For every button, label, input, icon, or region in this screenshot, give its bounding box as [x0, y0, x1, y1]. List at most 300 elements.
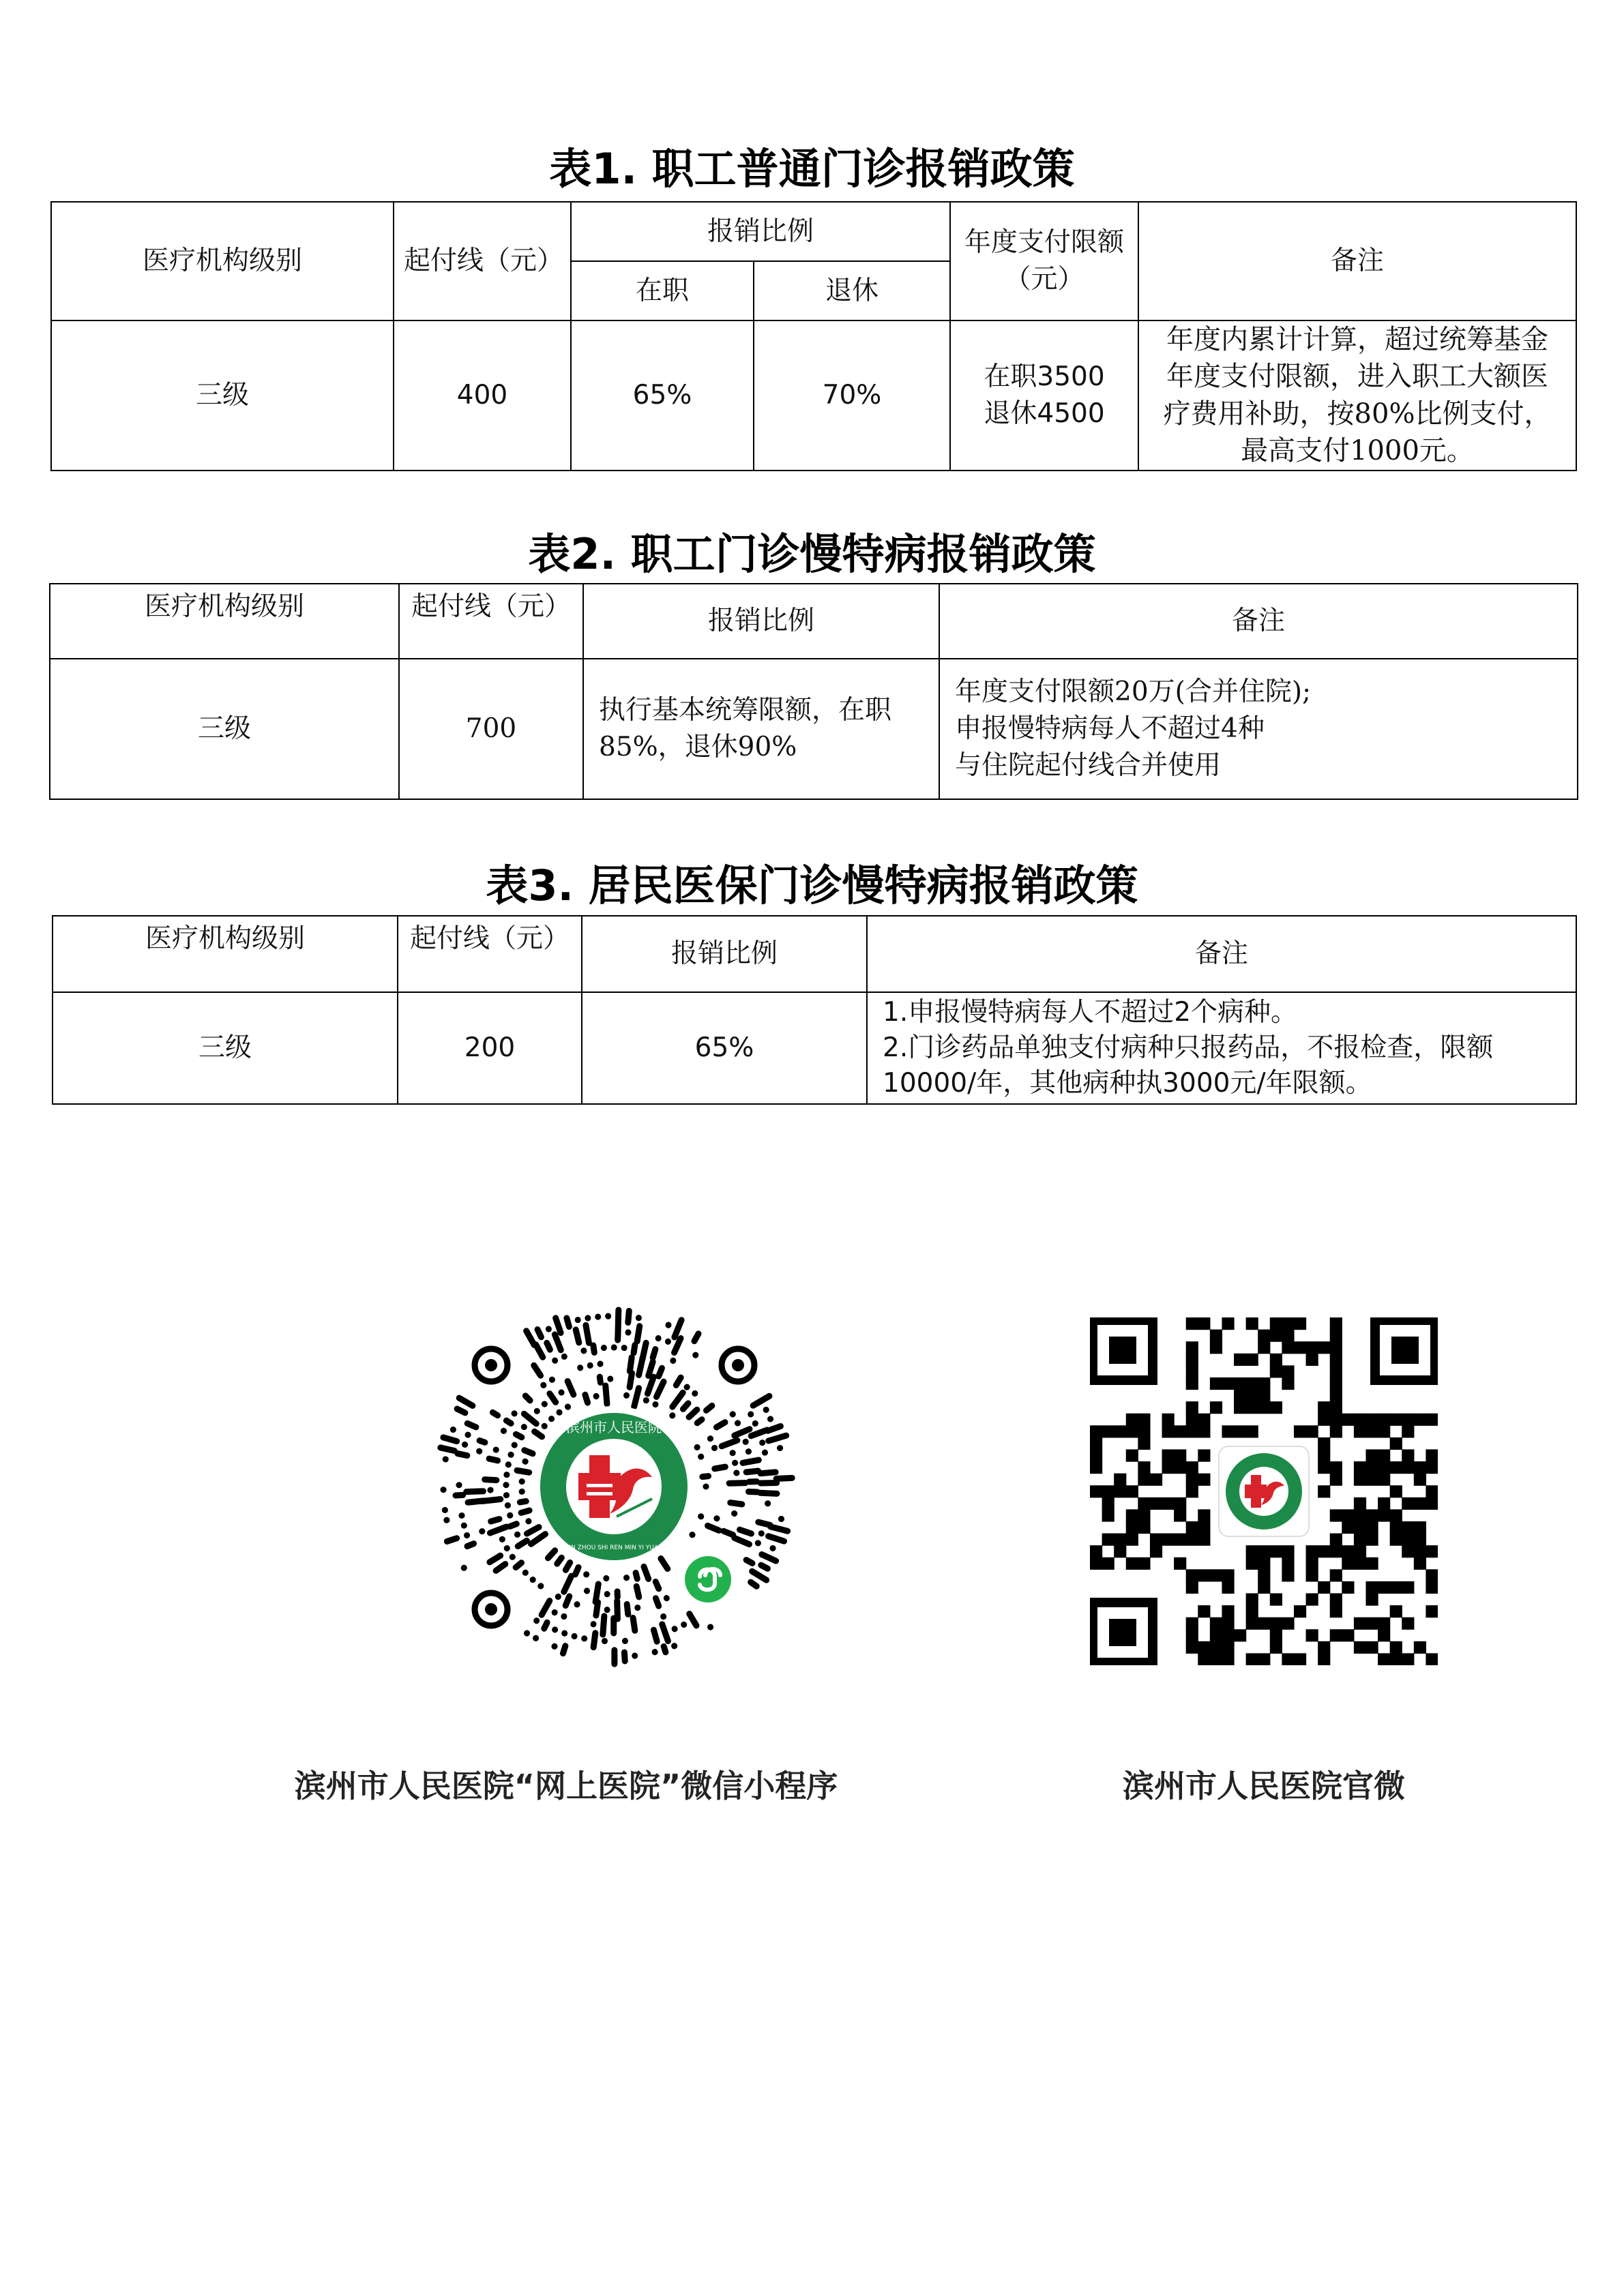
miniprogram-code-dot: [555, 1335, 561, 1350]
qr-module: [1246, 1653, 1258, 1665]
qr-module: [1186, 1341, 1198, 1354]
qr-module: [1330, 1569, 1342, 1581]
miniprogram-code-dot: [596, 1602, 598, 1616]
qr-module: [1138, 1521, 1150, 1534]
qr-module: [1414, 1557, 1426, 1570]
miniprogram-code-dot: [457, 1409, 465, 1413]
table2-header-level: 医疗机构级别: [50, 584, 399, 659]
qr-module: [1426, 1449, 1438, 1461]
table2: [49, 583, 1578, 800]
miniprogram-code-dot: [769, 1536, 784, 1541]
qr-module: [1186, 1354, 1198, 1366]
qr-module: [1426, 1485, 1438, 1497]
table3-note-line: 10000/年，其他病种执3000元/年限额。: [883, 1068, 1372, 1099]
qr-module: [1294, 1605, 1306, 1617]
miniprogram-code-dot: [564, 1576, 572, 1592]
qr-module: [1378, 1414, 1390, 1426]
table1-header-employed: 在职: [571, 261, 754, 320]
qr-module: [1138, 1474, 1150, 1486]
qr-module: [1234, 1377, 1246, 1390]
qr-module: [1186, 1401, 1198, 1414]
qr-module: [1246, 1317, 1258, 1330]
qr-module: [1246, 1377, 1258, 1390]
qr-module: [1318, 1401, 1330, 1414]
qr-module: [1354, 1521, 1366, 1534]
qr-module: [1330, 1390, 1342, 1402]
table3-header-note: 备注: [867, 916, 1576, 992]
miniprogram-code-dot: [490, 1555, 501, 1562]
qr-module: [1306, 1545, 1318, 1557]
miniprogram-code-dot: [761, 1472, 776, 1474]
qr-module: [1150, 1534, 1162, 1546]
qr-module: [1282, 1545, 1294, 1557]
qr-module: [1402, 1545, 1414, 1557]
qr-module: [1114, 1425, 1126, 1437]
miniprogram-code-dot: [649, 1362, 653, 1376]
qr-module: [1306, 1425, 1318, 1437]
qr-module: [1402, 1521, 1414, 1534]
qr-module: [1210, 1641, 1222, 1654]
miniprogram-code-dot: [743, 1460, 758, 1463]
table2-cell-deductible: 700: [399, 659, 583, 799]
miniprogram-code-dot: [518, 1540, 527, 1546]
qr-module: [1414, 1474, 1426, 1486]
miniprogram-code-dot: [527, 1331, 535, 1345]
qr-module: [1330, 1605, 1342, 1617]
qr-module: [1174, 1534, 1186, 1546]
table3: [52, 915, 1577, 1105]
miniprogram-code-dot: [628, 1311, 629, 1322]
qr-module: [1330, 1377, 1342, 1390]
qr-module: [1390, 1437, 1402, 1450]
qr-module: [1198, 1449, 1210, 1461]
table1-limit-retired: 退休4500: [984, 398, 1105, 429]
miniprogram-code-dot: [655, 1598, 658, 1606]
qr-module: [1330, 1341, 1342, 1354]
miniprogram-code-dot: [746, 1471, 758, 1472]
qr-module: [1365, 1461, 1378, 1474]
qr-module: [1378, 1461, 1390, 1474]
qr-module: [1258, 1653, 1270, 1665]
miniprogram-code-dot: [746, 1560, 752, 1564]
qr-module: [1246, 1354, 1258, 1366]
qr-module: [1174, 1557, 1186, 1570]
miniprogram-code-dot: [634, 1388, 639, 1407]
qr-module: [1378, 1629, 1390, 1641]
miniprogram-code-dot: [491, 1519, 499, 1522]
miniprogram-code-dot: [761, 1565, 768, 1568]
qr-module: [1378, 1425, 1390, 1437]
qr-module: [1294, 1317, 1306, 1330]
qr-module: [1270, 1365, 1282, 1377]
qr-module: [1318, 1461, 1330, 1474]
qr-module: [1210, 1653, 1222, 1665]
qr-module: [1090, 1557, 1102, 1570]
table2-header-note: 备注: [939, 584, 1578, 659]
qr-module: [1126, 1485, 1138, 1497]
qr-module: [1126, 1557, 1138, 1570]
table1-cell-deductible: 400: [394, 320, 571, 471]
miniprogram-code-dot: [735, 1538, 750, 1544]
miniprogram-code-dot: [673, 1392, 683, 1407]
qr-module: [1246, 1545, 1258, 1557]
miniprogram-code-dot: [689, 1410, 697, 1417]
qr-module: [1246, 1425, 1258, 1437]
qr-module: [1198, 1509, 1210, 1521]
miniprogram-code-dot: [636, 1573, 637, 1579]
miniprogram-code-dot: [524, 1414, 536, 1423]
table1-cell-limit: [950, 320, 1138, 471]
miniprogram-code-dot: [531, 1534, 546, 1545]
qr-module: [1138, 1414, 1150, 1426]
qr-module: [1365, 1557, 1378, 1570]
qr-module: [1186, 1641, 1198, 1654]
qr-module: [1318, 1485, 1330, 1497]
qr-module: [1378, 1474, 1390, 1486]
qr-module: [1330, 1317, 1342, 1330]
qr-module: [1210, 1629, 1222, 1641]
miniprogram-code-dot: [627, 1604, 628, 1614]
qr-module: [1090, 1485, 1102, 1497]
qr-module: [1330, 1414, 1342, 1426]
miniprogram-code-dot: [458, 1454, 467, 1456]
miniprogram-code-dot: [516, 1563, 521, 1568]
miniprogram-code-dot: [735, 1429, 750, 1435]
qr-module: [1162, 1534, 1175, 1546]
miniprogram-code-dot: [441, 1448, 454, 1451]
qr-module: [1198, 1521, 1210, 1534]
miniprogram-code-dot: [575, 1567, 578, 1574]
qr-module: [1162, 1461, 1175, 1474]
qr-module: [1282, 1377, 1294, 1390]
qr-module: [1270, 1330, 1282, 1342]
miniprogram-code-dot: [547, 1343, 550, 1350]
miniprogram-code-dot: [675, 1320, 681, 1337]
table3-title: 表3. 居民医保门诊慢特病报销政策: [486, 861, 1138, 910]
qr-module: [1414, 1521, 1426, 1534]
qr-module: [1330, 1330, 1342, 1342]
qr-module: [1270, 1617, 1282, 1630]
qr-module: [1198, 1414, 1210, 1426]
table1-title: 表1. 职工普通门诊报销政策: [549, 144, 1075, 194]
qr-module: [1270, 1629, 1282, 1641]
qr-module: [1258, 1330, 1270, 1342]
miniprogram-code-dot: [634, 1345, 635, 1353]
qr-module: [1414, 1641, 1426, 1654]
miniprogram-code-dot: [624, 1652, 625, 1661]
miniprogram-code-dot: [479, 1441, 485, 1443]
miniprogram-code-dot: [490, 1527, 506, 1533]
qr-module: [1390, 1414, 1402, 1426]
table1-note-line: 疗费用补助，按80%比例支付，: [1163, 398, 1552, 430]
miniprogram-code-dot: [527, 1527, 539, 1534]
qr-module: [1330, 1509, 1342, 1521]
qr-module: [1426, 1581, 1438, 1594]
table1-header-level: 医疗机构级别: [51, 202, 394, 320]
qr-module: [1306, 1569, 1318, 1581]
miniprogram-code-dot: [647, 1377, 653, 1394]
table2-cell-level: 三级: [50, 659, 399, 799]
qr-module: [1390, 1605, 1402, 1617]
table3-note-line: 2.门诊药品单独支付病种只报药品，不报检查，限额: [883, 1032, 1494, 1063]
miniprogram-code-dot: [617, 1601, 618, 1619]
qr-module: [1258, 1377, 1270, 1390]
table1-cell-note: [1138, 320, 1576, 471]
miniprogram-code-dot: [606, 1386, 607, 1404]
qr-module: [1258, 1390, 1270, 1402]
qr-module: [1126, 1425, 1138, 1437]
qr-module: [1210, 1341, 1222, 1354]
miniprogram-code-dot: [534, 1365, 541, 1375]
miniprogram-code-dot: [535, 1431, 542, 1437]
qr-module: [1234, 1354, 1246, 1366]
qr-module: [1198, 1605, 1210, 1617]
qr-module: [1270, 1317, 1282, 1330]
qr-module: [1402, 1534, 1414, 1546]
miniprogram-code-dot: [468, 1501, 483, 1502]
qr-module: [1426, 1545, 1438, 1557]
qr-module: [1222, 1641, 1234, 1654]
table2-header-ratio: 报销比例: [583, 584, 939, 659]
qr-module: [1198, 1317, 1210, 1330]
qr-module: [1126, 1414, 1138, 1426]
qr-module: [1330, 1629, 1342, 1641]
miniprogram-caption: 滨州市人民医院“网上医院”微信小程序: [294, 1768, 838, 1804]
qr-module: [1330, 1545, 1342, 1557]
miniprogram-code-dot: [653, 1630, 657, 1641]
qr-module: [1354, 1461, 1366, 1474]
qr-module: [1390, 1509, 1402, 1521]
qr-module: [1365, 1425, 1378, 1437]
qr-module: [1365, 1509, 1378, 1521]
qr-module: [1282, 1317, 1294, 1330]
qr-module: [1306, 1341, 1318, 1354]
miniprogram-code-dot: [520, 1501, 526, 1502]
miniprogram-code-dot: [758, 1522, 770, 1525]
qr-module: [1114, 1474, 1126, 1486]
qr-module: [1222, 1605, 1234, 1617]
table2-note-line: 申报慢特病每人不超过4种: [955, 713, 1265, 745]
qr-module: [1174, 1449, 1186, 1461]
qr-module: [1354, 1617, 1366, 1630]
qr-module: [1342, 1509, 1354, 1521]
qr-module: [1365, 1593, 1378, 1605]
table2-cell-ratio: [583, 659, 939, 799]
qr-module: [1222, 1617, 1234, 1630]
qr-module: [1365, 1581, 1378, 1594]
table3-cell-note: [867, 992, 1576, 1104]
qr-module: [1426, 1414, 1438, 1426]
qr-module: [1365, 1449, 1378, 1461]
qr-module: [1210, 1330, 1222, 1342]
qr-module: [1246, 1401, 1258, 1414]
qr-module: [1150, 1545, 1162, 1557]
miniprogram-finder-eye: [475, 1593, 507, 1626]
qr-module: [1258, 1617, 1270, 1630]
qr-module: [1222, 1581, 1234, 1594]
miniprogram-code-dot: [659, 1368, 662, 1376]
table1-header-retired: 退休: [754, 261, 950, 320]
qr-module: [1174, 1509, 1186, 1521]
qr-module: [1114, 1485, 1126, 1497]
qr-module: [1198, 1534, 1210, 1546]
miniprogram-code-dot: [467, 1544, 474, 1547]
qr-module: [1210, 1401, 1222, 1414]
miniprogram-code-dot: [567, 1381, 574, 1395]
qr-module: [1150, 1497, 1162, 1510]
table2-header-deductible: 起付线（元）: [399, 584, 583, 659]
qr-module: [1270, 1641, 1282, 1654]
miniprogram-code-dot: [753, 1396, 769, 1405]
miniprogram-code-dot: [443, 1437, 457, 1442]
table3-cell-ratio: 65%: [582, 992, 867, 1104]
qr-module: [1330, 1365, 1342, 1377]
qr-module: [1186, 1425, 1198, 1437]
qr-module: [1198, 1641, 1210, 1654]
qr-module: [1282, 1341, 1294, 1354]
qr-module: [1246, 1390, 1258, 1402]
qr-module: [1186, 1629, 1198, 1641]
qr-module: [1402, 1461, 1414, 1474]
table1-header-note: 备注: [1138, 202, 1576, 320]
miniprogram-code-dot: [630, 1357, 632, 1371]
qr-module: [1354, 1641, 1366, 1654]
miniprogram-code-dot: [676, 1377, 681, 1385]
qr-module: [1426, 1569, 1438, 1581]
miniprogram-code-dot: [618, 1324, 619, 1340]
qr-module: [1390, 1461, 1402, 1474]
qr-module: [1330, 1354, 1342, 1366]
miniprogram-code-dot: [761, 1483, 777, 1484]
miniprogram-code-dot: [537, 1330, 541, 1337]
qr-module: [1186, 1461, 1198, 1474]
logo-text: 滨州市人民医院: [566, 1419, 662, 1435]
miniprogram-code-dot: [751, 1430, 767, 1436]
miniprogram-code-dot: [655, 1582, 659, 1589]
qr-module: [1126, 1534, 1138, 1546]
miniprogram-code-dot: [593, 1345, 595, 1352]
miniprogram-code-dot: [730, 1503, 742, 1504]
qr-module: [1402, 1497, 1414, 1510]
qr-module: [1342, 1581, 1354, 1594]
miniprogram-code-dot: [724, 1531, 733, 1535]
qr-module: [1414, 1534, 1426, 1546]
miniprogram-code-dot: [467, 1491, 484, 1492]
qr-module: [1114, 1545, 1126, 1557]
qr-module: [1426, 1653, 1438, 1665]
miniprogram-code-dot: [661, 1558, 668, 1568]
miniprogram-code-dot: [603, 1616, 604, 1635]
qr-module: [1126, 1449, 1138, 1461]
qr-module: [1306, 1593, 1318, 1605]
qr-module: [1270, 1593, 1282, 1605]
qr-module: [1138, 1497, 1150, 1510]
miniprogram-code-dot: [563, 1646, 565, 1654]
miniprogram-code-dot: [722, 1440, 737, 1446]
qr-module: [1365, 1617, 1378, 1630]
table1-cell-employed: 65%: [571, 320, 754, 471]
miniprogram-code-dot: [751, 1582, 757, 1586]
qr-module: [1258, 1341, 1270, 1354]
miniprogram-code-dot: [768, 1426, 781, 1431]
miniprogram-code-dot: [510, 1524, 517, 1527]
qr-module: [1258, 1545, 1270, 1557]
miniprogram-code-dot: [447, 1538, 456, 1542]
qr-module: [1365, 1414, 1378, 1426]
qr-module: [1198, 1653, 1210, 1665]
qr-module: [1126, 1509, 1138, 1521]
qr-module: [1174, 1425, 1186, 1437]
qr-module: [1402, 1617, 1414, 1630]
miniprogram-code-dot: [517, 1470, 529, 1472]
miniprogram-code-dot: [557, 1557, 562, 1564]
qr-module: [1330, 1534, 1342, 1546]
qr-module: [1270, 1354, 1282, 1366]
qr-module: [1294, 1341, 1306, 1354]
table3-cell-level: 三级: [53, 992, 398, 1104]
qr-module: [1186, 1485, 1198, 1497]
miniprogram-code-dot: [489, 1459, 498, 1461]
qr-module: [1174, 1461, 1186, 1474]
qr-module: [1186, 1317, 1198, 1330]
table2-note-line: 年度支付限额20万(合并住院);: [955, 676, 1312, 708]
qr-module: [1318, 1653, 1330, 1665]
miniprogram-code-dot: [525, 1450, 533, 1454]
qr-module: [1090, 1437, 1102, 1450]
qr-module: [1318, 1414, 1330, 1426]
official-account-caption: 滨州市人民医院官微: [1123, 1768, 1405, 1804]
qr-module: [1186, 1534, 1198, 1546]
qr-module: [1138, 1425, 1150, 1437]
miniprogram-code-dot: [544, 1622, 547, 1628]
qr-finder-pattern: [1375, 1320, 1435, 1380]
miniprogram-code-dot: [752, 1571, 767, 1580]
miniprogram-code-dot: [644, 1566, 649, 1579]
miniprogram-code-dot: [683, 1403, 688, 1409]
miniprogram-code-dot: [542, 1600, 550, 1615]
miniprogram-code-dot: [740, 1530, 752, 1534]
miniprogram-code-dot: [643, 1343, 646, 1358]
qr-module: [1342, 1629, 1354, 1641]
miniprogram-code-dot: [467, 1423, 476, 1427]
hospital-logo: [533, 1406, 694, 1567]
qr-module: [1090, 1449, 1102, 1461]
qr-module: [1090, 1461, 1102, 1474]
miniprogram-code-dot: [550, 1394, 556, 1403]
table1-limit-employed: 在职3500: [984, 361, 1105, 392]
qr-module: [1090, 1545, 1102, 1557]
qr-module: [1354, 1474, 1366, 1486]
qr-module: [1354, 1414, 1366, 1426]
qr-module: [1282, 1365, 1294, 1377]
qr-module: [1294, 1425, 1306, 1437]
qr-module: [1378, 1581, 1390, 1594]
table3-note-line: 1.申报慢特病每人不超过2个病种。: [883, 996, 1298, 1028]
miniprogram-code-dot: [703, 1476, 709, 1477]
logo-pinyin: BIN ZHOU SHI REN MIN YI YUAN: [565, 1545, 663, 1551]
table3-header-level: 医疗机构级别: [53, 916, 398, 992]
miniprogram-code-dot: [656, 1382, 664, 1397]
qr-module: [1306, 1354, 1318, 1366]
qr-module: [1162, 1425, 1175, 1437]
qr-module: [1246, 1617, 1258, 1630]
qr-module: [1222, 1425, 1234, 1437]
miniprogram-code-dot: [585, 1395, 588, 1403]
qr-module: [1138, 1557, 1150, 1570]
table1-header-deductible: 起付线（元）: [394, 202, 571, 320]
qr-module: [1102, 1534, 1114, 1546]
qr-module: [1282, 1569, 1294, 1581]
